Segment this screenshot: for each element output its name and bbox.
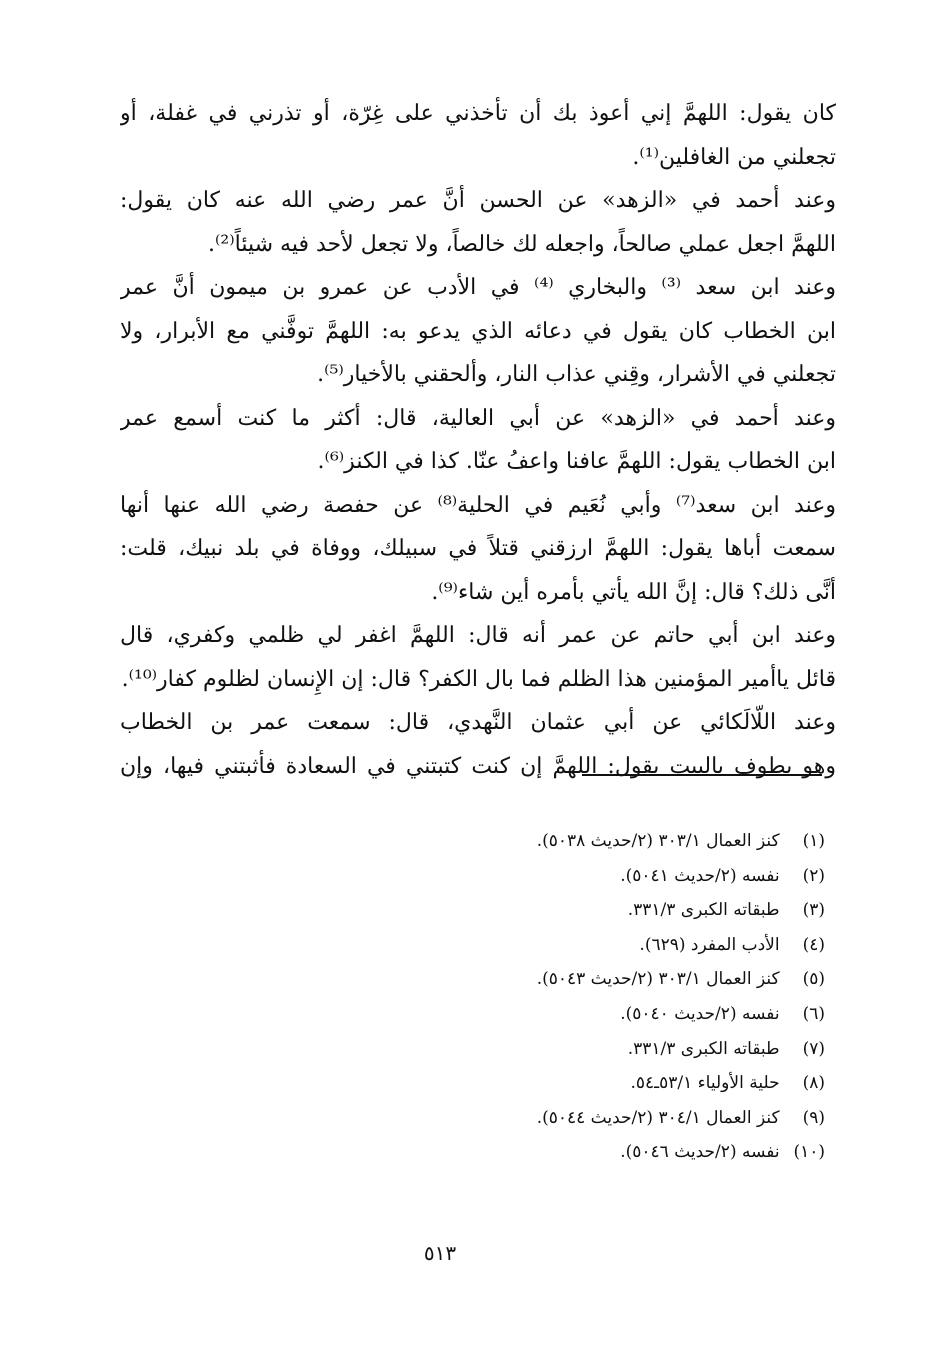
- footnote-text: كنز العمال ٣٠٤/١ (٢/حديث ٥٠٤٤).: [536, 1107, 780, 1128]
- footnote-number: (١٠): [793, 1142, 825, 1163]
- text-line: ابن الخطاب كان يقول في دعائه الذي يدعو به: اللهمَّ توفَّني مع الأبرار، ولا: [120, 318, 836, 344]
- text-line: أنَّى ذلك؟ قال: إنَّ الله يأتي بأمره أين شاء⁽⁹⁾.: [431, 579, 836, 605]
- page-number: ٥١٣: [423, 1241, 457, 1265]
- footnote-text: حلية الأولياء ٥٣/١ـ٥٤.: [630, 1073, 780, 1094]
- text-line: وعند اللّالَكائي عن أبي عثمان النَّهدي، قال: سمعت عمر بن الخطاب: [120, 710, 836, 735]
- main-text: [120, 92, 836, 788]
- text-line: وعند ابن سعد ⁽³⁾ والبخاري ⁽⁴⁾ في الأدب عن عمرو بن ميمون أنَّ عمر: [120, 275, 836, 300]
- text-line: ابن الخطاب يقول: اللهمَّ عافنا واعفُ عنّا. كذا في الكنز⁽⁶⁾.: [317, 449, 836, 474]
- text-line: اللهمَّ اجعل عملي صالحاً، واجعله لك خالصاً، ولا تجعل لأحد فيه شيئاً⁽²⁾.: [208, 231, 836, 257]
- footnote-number: (٨): [802, 1073, 825, 1094]
- text-line: سمعت أباها يقول: اللهمَّ ارزقني قتلاً في سبيلك، ووفاة في بلد نبيك، قلت:: [120, 536, 836, 561]
- footnote-text: طبقاته الكبرى ٣٣١/٣.: [627, 900, 780, 921]
- footnote-number: (٩): [802, 1107, 825, 1128]
- footnote-text: نفسه (٢/حديث ٥٠٤٠).: [620, 1003, 780, 1024]
- text-line: وعند أحمد في «الزهد» عن أبي العالية، قال: أكثر ما كنت أسمع عمر: [120, 405, 836, 431]
- footnote: [300, 962, 825, 997]
- footnote-text: نفسه (٢/حديث ٥٠٤٦).: [620, 1142, 780, 1163]
- footnote: [300, 893, 825, 928]
- footnote-number: (٤): [802, 934, 825, 955]
- footnote-number: (٢): [802, 865, 825, 886]
- footnote-number: (٥): [802, 969, 825, 990]
- footnote: [300, 1066, 825, 1101]
- text-line: وعند أحمد في «الزهد» عن الحسن أنَّ عمر رضي الله عنه كان يقول:: [120, 188, 836, 213]
- footnote-text: نفسه (٢/حديث ٥٠٤١).: [620, 865, 780, 886]
- text-line: كان يقول: اللهمَّ إني أعوذ بك أن تأخذني على غِرّة، أو تذرني في غفلة، أو: [120, 101, 836, 126]
- footnote-text: كنز العمال ٣٠٣/١ (٢/حديث ٥٠٤٣).: [536, 969, 780, 990]
- text-line: تجعلني في الأشرار، وقِني عذاب النار، وألحقني بالأخيار⁽⁵⁾.: [317, 362, 836, 387]
- text-line: تجعلني من الغافلين⁽¹⁾.: [632, 144, 836, 170]
- footnote: [300, 824, 825, 859]
- text-line: وعند ابن أبي حاتم عن عمر أنه قال: اللهمَّ اغفر لي ظلمي وكفري، قال: [120, 623, 836, 648]
- footnote-number: (١): [802, 831, 825, 851]
- footnote: [300, 997, 825, 1032]
- text-line: وهو يطوف بالبيت يقول: اللهمَّ إن كنت كتبتني في السعادة فأثبتني فيها، وإن: [120, 753, 836, 779]
- footnote: [300, 928, 825, 963]
- footnote-text: الأدب المفرد (٦٢٩).: [639, 934, 780, 955]
- footnote-number: (٦): [802, 1003, 825, 1024]
- footnote-text: طبقاته الكبرى ٣٣١/٣.: [627, 1038, 780, 1059]
- footnote-number: (٣): [802, 900, 825, 921]
- footnote-number: (٧): [802, 1038, 825, 1059]
- text-line: قائل ياأمير المؤمنين هذا الظلم فما بال الكفر؟ قال: إن الإِنسان لظلوم كفار⁽¹⁰⁾.: [121, 666, 836, 692]
- footnote-divider: [582, 774, 822, 776]
- footnote: [300, 1101, 825, 1136]
- footnote-text: كنز العمال ٣٠٣/١ (٢/حديث ٥٠٣٨).: [536, 831, 780, 851]
- footnote: [300, 1135, 825, 1170]
- footnote: [300, 859, 825, 894]
- footnotes: [300, 824, 825, 1170]
- text-line: وعند ابن سعد⁽⁷⁾ وأبي نُعَيم في الحلية⁽⁸⁾ عن حفصة رضي الله عنها أنها: [120, 492, 836, 518]
- footnote: [300, 1032, 825, 1067]
